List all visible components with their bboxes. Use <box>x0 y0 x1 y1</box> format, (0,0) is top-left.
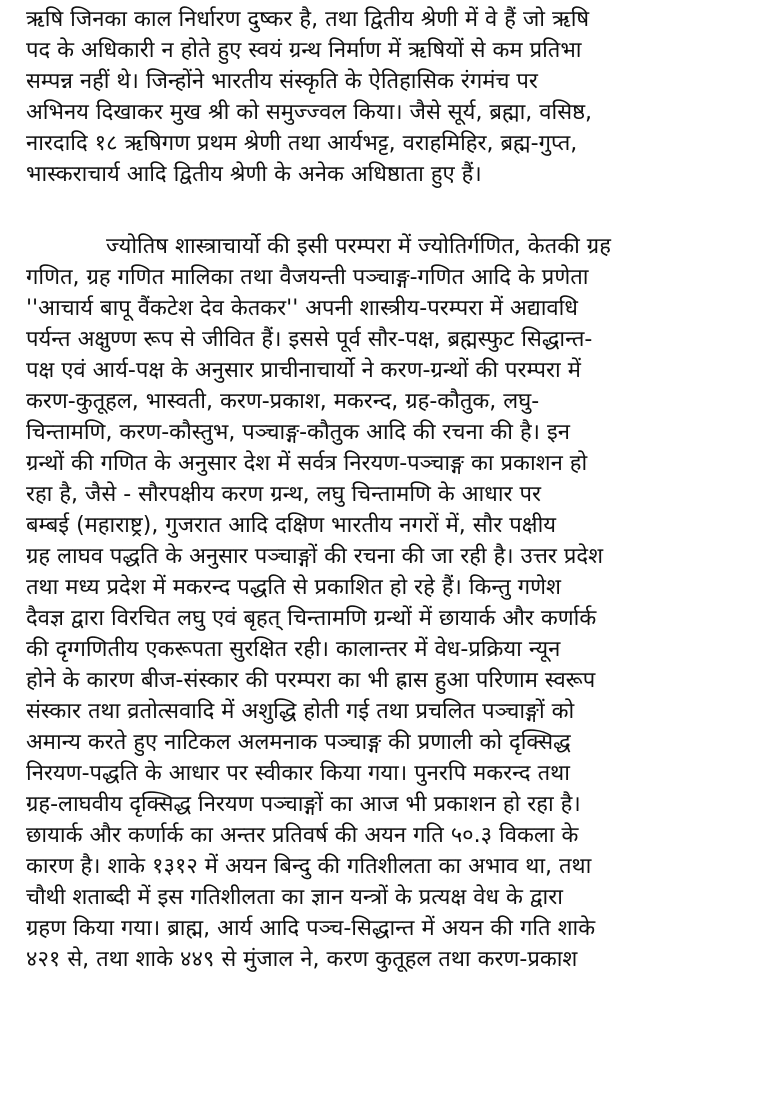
text-line: चौथी शताब्दी में इस गतिशीलता का ज्ञान यन्त्रों के प्रत्यक्ष वेध के द्वारा <box>26 885 563 910</box>
text-line: ग्रन्थों की गणित के अनुसार देश में सर्वत्र निरयण-पञ्चाङ्ग का प्रकाशन हो <box>26 451 588 476</box>
text-line: सम्पन्न नहीं थे। जिन्होंने भारतीय संस्कृति के ऐतिहासिक रंगमंच पर <box>26 69 538 94</box>
text-line: ग्रह-लाघवीय दृक्सिद्ध निरयण पञ्चाङ्गों का आज भी प्रकाशन हो रहा है। <box>26 792 581 817</box>
text-line: पक्ष एवं आर्य-पक्ष के अनुसार प्राचीनाचार्यो ने करण-ग्रन्थों की परम्परा में <box>26 358 581 383</box>
text-line: ऋषि जिनका काल निर्धारण दुष्कर है, तथा द्वितीय श्रेणी में वे हैं जो ऋषि <box>26 7 590 32</box>
text-line: तथा मध्य प्रदेश में मकरन्द पद्धति से प्रकाशित हो रहे हैं। किन्तु गणेश <box>26 575 561 600</box>
text-line: छायार्क और कर्णार्क का अन्तर प्रतिवर्ष की अयन गति ५०.३ विकला के <box>26 823 579 848</box>
text-line: पद के अधिकारी न होते हुए स्वयं ग्रन्थ निर्माण में ऋषियों से कम प्रतिभा <box>26 38 582 63</box>
text-line: ज्योतिष शास्त्राचार्यो की इसी परम्परा में ज्योतिर्गणित, केतकी ग्रह <box>106 234 611 259</box>
paragraph-main <box>26 231 726 975</box>
text-line: ग्रह लाघव पद्धति के अनुसार पञ्चाङ्गों की रचना की जा रही है। उत्तर प्रदेश <box>26 544 604 569</box>
text-line: ४२१ से, तथा शाके ४४९ से मुंजाल ने, करण कुतूहल तथा करण-प्रकाश <box>26 947 578 972</box>
text-line: पर्यन्त अक्षुण्ण रूप से जीवित हैं। इससे पूर्व सौर-पक्ष, ब्रह्मस्फुट सिद्धान्त- <box>26 327 593 352</box>
text-line: भास्कराचार्य आदि द्वितीय श्रेणी के अनेक अधिष्ठाता हुए हैं। <box>26 162 482 187</box>
text-line: बम्बई (महाराष्ट्र), गुजरात आदि दक्षिण भारतीय नगरों में, सौर पक्षीय <box>26 513 557 538</box>
paragraph-intro <box>26 4 726 190</box>
text-line: संस्कार तथा व्रतोत्सवादि में अशुद्धि होती गई तथा प्रचलित पञ्चाङ्गों को <box>26 699 575 724</box>
text-line: अमान्य करते हुए नाटिकल अलमनाक पञ्चाङ्ग की प्रणाली को दृक्सिद्ध <box>26 730 571 755</box>
text-line: की दृग्गणितीय एकरूपता सुरक्षित रही। कालान्तर में वेध-प्रक्रिया न्यून <box>26 637 561 662</box>
text-line: होने के कारण बीज-संस्कार की परम्परा का भी ह्रास हुआ परिणाम स्वरूप <box>26 668 596 693</box>
text-line: रहा है, जैसे - सौरपक्षीय करण ग्रन्थ, लघु चिन्तामणि के आधार पर <box>26 482 542 507</box>
text-line: ग्रहण किया गया। ब्राह्म, आर्य आदि पञ्च-सिद्धान्त में अयन की गति शाके <box>26 916 596 941</box>
text-line: ''आचार्य बापू वैंकटेश देव केतकर'' अपनी शास्त्रीय-परम्परा में अद्यावधि <box>26 296 578 321</box>
text-line: कारण है। शाके १३१२ में अयन बिन्दु की गतिशीलता का अभाव था, तथा <box>26 854 592 879</box>
text-line: अभिनय दिखाकर मुख श्री को समुज्ज्वल किया। जैसे सूर्य, ब्रह्मा, वसिष्ठ, <box>26 100 593 125</box>
text-line: दैवज्ञ द्वारा विरचित लघु एवं बृहत् चिन्तामणि ग्रन्थों में छायार्क और कर्णार्क <box>26 606 597 631</box>
text-line: निरयण-पद्धति के आधार पर स्वीकार किया गया। पुनरपि मकरन्द तथा <box>26 761 570 786</box>
text-line: करण-कुतूहल, भास्वती, करण-प्रकाश, मकरन्द, ग्रह-कौतुक, लघु- <box>26 389 540 414</box>
text-line: चिन्तामणि, करण-कौस्तुभ, पञ्चाङ्ग-कौतुक आदि की रचना की है। इन <box>26 420 571 445</box>
text-line: नारदादि १८ ऋषिगण प्रथम श्रेणी तथा आर्यभट्ट, वराहमिहिर, ब्रह्म-गुप्त, <box>26 131 578 156</box>
text-line: गणित, ग्रह गणित मालिका तथा वैजयन्ती पञ्चाङ्ग-गणित आदि के प्रणेता <box>26 265 589 290</box>
